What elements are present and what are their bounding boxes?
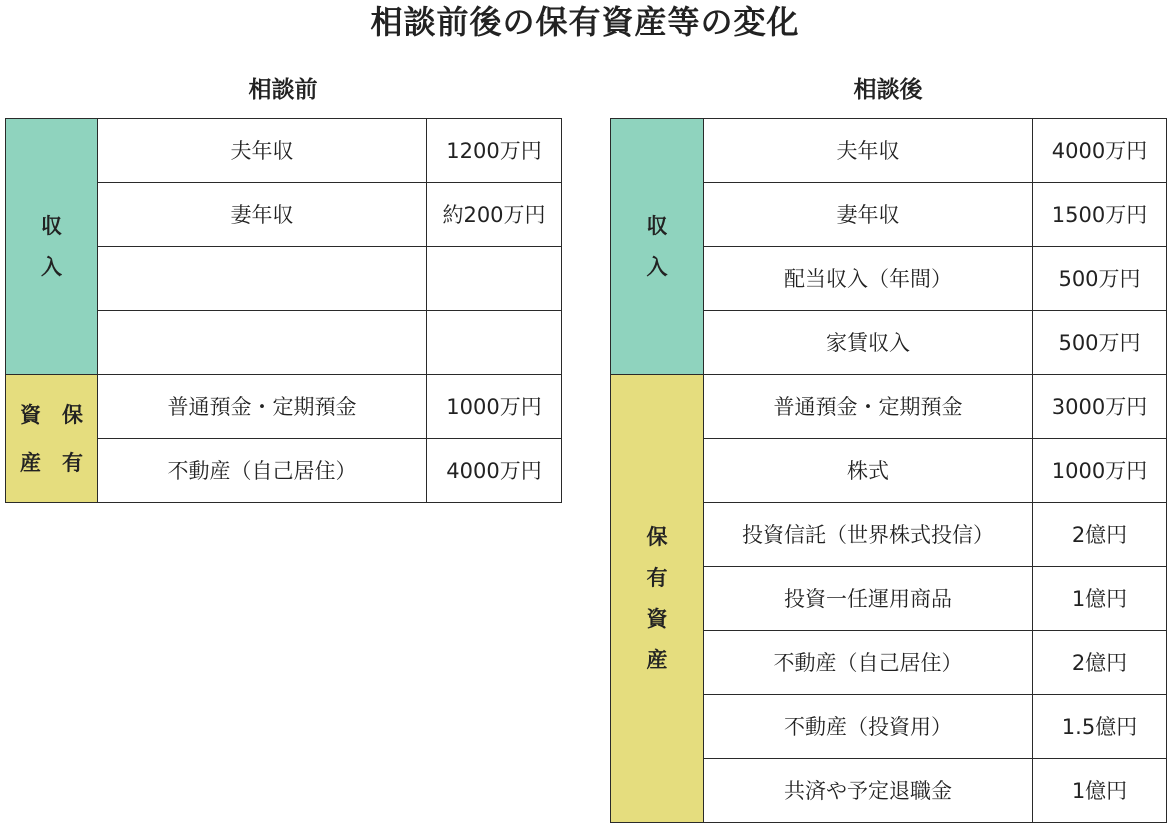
category-char: 有 [62,450,83,475]
item-cell: 夫年収 [98,119,427,183]
category-char: 保 [62,402,83,427]
value-cell: 1500万円 [1033,183,1167,247]
category-char: 資 [646,606,668,631]
item-cell: 夫年収 [704,119,1033,183]
item-cell: 共済や予定退職金 [704,759,1033,823]
item-cell: 配当収入（年間） [704,247,1033,311]
item-cell [98,247,427,311]
after-income-category [611,119,704,375]
table-row [6,119,562,183]
item-cell: 妻年収 [98,183,427,247]
value-cell: 4000万円 [427,439,562,503]
item-cell: 投資一任運用商品 [704,567,1033,631]
item-cell: 妻年収 [704,183,1033,247]
value-cell: 1億円 [1033,567,1167,631]
value-cell: 2億円 [1033,631,1167,695]
value-cell: 2億円 [1033,503,1167,567]
page-title: 相談前後の保有資産等の変化 [370,3,800,41]
category-char: 有 [646,565,668,590]
item-cell: 株式 [704,439,1033,503]
item-cell: 不動産（投資用） [704,695,1033,759]
category-char: 収 [41,213,62,238]
value-cell [427,311,562,375]
table-row [611,119,1167,183]
value-cell: 1000万円 [427,375,562,439]
value-cell: 3000万円 [1033,375,1167,439]
item-cell: 家賃収入 [704,311,1033,375]
item-cell [98,311,427,375]
category-char: 入 [646,254,668,279]
value-cell: 500万円 [1033,311,1167,375]
after-heading: 相談後 [853,77,923,103]
value-cell: 1000万円 [1033,439,1167,503]
value-cell [427,247,562,311]
after-assets-category [611,375,704,823]
category-char: 資 [20,402,41,427]
item-cell: 普通預金・定期預金 [704,375,1033,439]
table-row [6,375,562,439]
value-cell: 1億円 [1033,759,1167,823]
item-cell: 投資信託（世界株式投信） [704,503,1033,567]
table-row [611,375,1167,439]
item-cell: 不動産（自己居住） [704,631,1033,695]
before-table [5,118,562,503]
category-char: 保 [646,524,668,549]
value-cell: 500万円 [1033,247,1167,311]
value-cell: 1200万円 [427,119,562,183]
category-char: 産 [20,450,41,475]
item-cell: 不動産（自己居住） [98,439,427,503]
before-assets-category [6,375,98,503]
before-heading: 相談前 [248,77,318,103]
category-char: 入 [41,254,62,279]
value-cell: 4000万円 [1033,119,1167,183]
category-char: 産 [646,647,668,672]
category-char: 収 [646,213,668,238]
value-cell: 約200万円 [427,183,562,247]
item-cell: 普通預金・定期預金 [98,375,427,439]
before-income-category [6,119,98,375]
after-table [610,118,1167,823]
value-cell: 1.5億円 [1033,695,1167,759]
